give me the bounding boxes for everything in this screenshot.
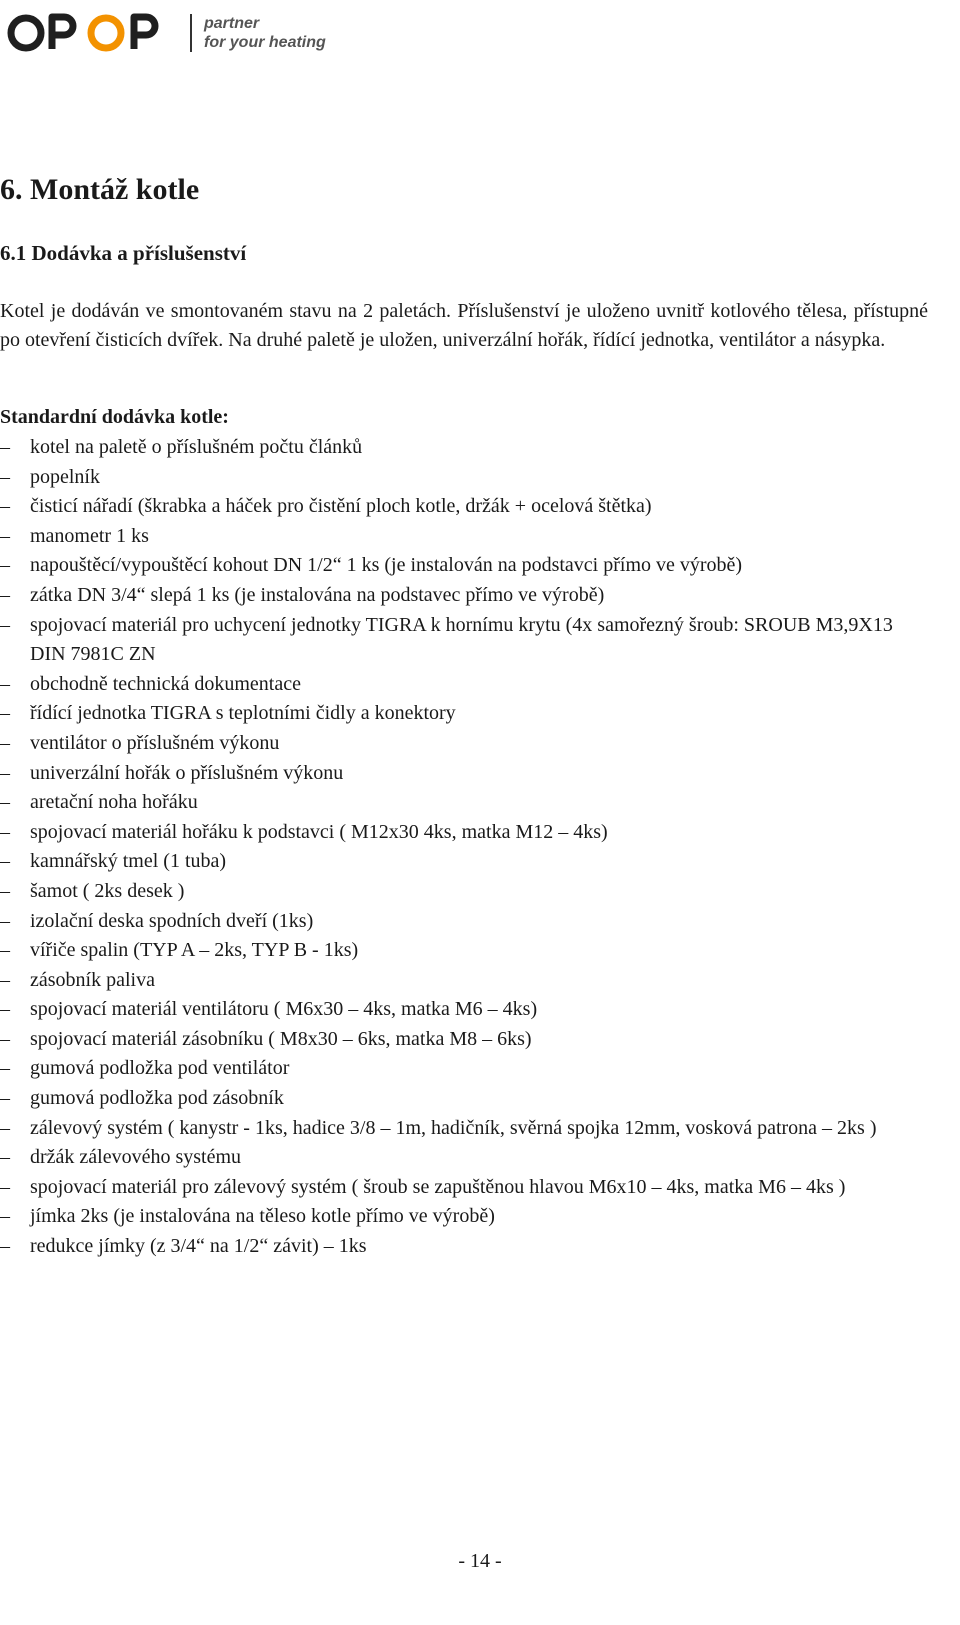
dash-bullet: – [0, 731, 10, 754]
dash-bullet: – [0, 998, 10, 1021]
list-item-text: gumová podložka pod zásobník [30, 1087, 284, 1110]
list-item-text: kamnářský tmel (1 tuba) [30, 850, 227, 873]
list-item-text: zátka DN 3/4“ slepá 1 ks (je instalována na podstavec přímo ve výrobě) [30, 583, 605, 606]
dash-bullet: – [0, 1027, 10, 1050]
dash-bullet: – [0, 909, 10, 932]
dash-bullet: – [0, 465, 10, 488]
list-item [0, 581, 930, 611]
list-item [0, 936, 930, 966]
list-item [0, 788, 930, 818]
list-item [0, 492, 930, 522]
dash-bullet: – [0, 1235, 10, 1258]
list-item [0, 847, 930, 877]
dash-bullet: – [0, 436, 10, 458]
section-title: 6.1 Dodávka a příslušenství [0, 241, 247, 265]
list-item-text: gumová podložka pod ventilátor [30, 1057, 290, 1080]
dash-bullet: – [0, 1116, 10, 1139]
list-item [0, 433, 930, 463]
dash-bullet: – [0, 791, 10, 814]
list-item [0, 1054, 930, 1084]
tagline-line-1: partner [204, 15, 260, 32]
dash-bullet: – [0, 1175, 10, 1198]
list-item [0, 1025, 930, 1055]
list-item [0, 551, 930, 581]
delivery-items-list [0, 433, 930, 1262]
list-item [0, 995, 930, 1025]
dash-bullet: – [0, 554, 10, 577]
list-item [0, 907, 930, 937]
dash-bullet: – [0, 761, 10, 784]
dash-bullet: – [0, 1087, 10, 1110]
list-item-text: aretační noha hořáku [30, 791, 198, 814]
list-item-text: zásobník paliva [30, 968, 155, 991]
dash-bullet: – [0, 879, 10, 902]
dash-bullet: – [0, 1057, 10, 1080]
list-item-text: popelník [30, 465, 100, 488]
dash-bullet: – [0, 583, 10, 606]
page-number: - 14 - [458, 1550, 502, 1572]
list-item-text: držák zálevového systému [30, 1146, 242, 1169]
opop-logo [6, 11, 176, 55]
list-item-text: redukce jímky (z 3/4“ na 1/2“ závit) – 1ks [30, 1235, 367, 1258]
list-item-text: spojovací materiál pro zálevový systém ( šroub se zapuštěnou hlavou M6x10 – 4ks, matka M6 – 4ks ) [30, 1175, 846, 1198]
list-item-text: univerzální hořák o příslušném výkonu [30, 761, 344, 784]
list-item [0, 522, 930, 552]
chapter-title: 6. Montáž kotle [0, 173, 200, 206]
list-item-text: manometr 1 ks [30, 524, 149, 547]
dash-bullet: – [0, 820, 10, 843]
dash-bullet: – [0, 495, 10, 518]
tagline-line-2: for your heating [204, 34, 326, 51]
list-item-text: napouštěcí/vypouštěcí kohout DN 1/2“ 1 ks (je instalován na podstavci přímo ve výrobě) [30, 554, 743, 577]
list-title: Standardní dodávka kotle: [0, 406, 229, 428]
list-item [0, 1173, 930, 1203]
dash-bullet: – [0, 1146, 10, 1169]
list-item-text: zálevový systém ( kanystr - 1ks, hadice 3/8 – 1m, hadičník, svěrná spojka 12mm, vosková patrona – 2ks ) [30, 1116, 877, 1139]
page-header [6, 10, 326, 56]
list-item [0, 966, 930, 996]
list-item [0, 1143, 930, 1173]
dash-bullet: – [0, 672, 10, 695]
list-item-text: jímka 2ks (je instalována na těleso kotle přímo ve výrobě) [30, 1205, 495, 1228]
list-item-text: vířiče spalin (TYP A – 2ks, TYP B - 1ks) [30, 939, 359, 962]
list-item [0, 1202, 930, 1232]
intro-paragraph: Kotel je dodáván ve smontovaném stavu na 2 paletách. Příslušenství je uloženo uvnitř kotlového tělesa, přístupné po otevření čisticích dvířek. Na druhé paletě je uložen, univerzální hořák, řídící jednotka, ventilátor a násypka. [0, 300, 928, 351]
list-item-text: řídící jednotka TIGRA s teplotními čidly a konektory [30, 702, 456, 725]
list-item-text: kotel na paletě o příslušném počtu článků [30, 436, 363, 458]
list-item-text: ventilátor o příslušném výkonu [30, 731, 280, 754]
list-item-text: spojovací materiál hořáku k podstavci ( M12x30 4ks, matka M12 – 4ks) [30, 820, 608, 843]
list-item-text: obchodně technická dokumentace [30, 672, 301, 695]
dash-bullet: – [0, 524, 10, 547]
list-item [0, 1114, 930, 1144]
list-item-text: šamot ( 2ks desek ) [30, 879, 185, 902]
logo-divider [190, 14, 192, 52]
dash-bullet: – [0, 939, 10, 962]
list-item [0, 1084, 930, 1114]
dash-bullet: – [0, 850, 10, 873]
list-item [0, 1232, 930, 1262]
list-item-text: izolační deska spodních dveří (1ks) [30, 909, 314, 932]
list-item [0, 463, 930, 493]
dash-bullet: – [0, 1205, 10, 1228]
dash-bullet: – [0, 968, 10, 991]
dash-bullet: – [0, 702, 10, 725]
list-item-text: spojovací materiál ventilátoru ( M6x30 – 4ks, matka M6 – 4ks) [30, 998, 538, 1021]
list-item-text: čisticí nářadí (škrabka a háček pro čistění ploch kotle, držák + ocelová štětka) [30, 495, 652, 518]
list-item [0, 699, 930, 729]
list-item [0, 759, 930, 789]
list-item [0, 729, 930, 759]
list-item [0, 670, 930, 700]
dash-bullet: – [0, 613, 10, 636]
list-item [0, 611, 930, 670]
list-item-text: spojovací materiál zásobníku ( M8x30 – 6ks, matka M8 – 6ks) [30, 1027, 532, 1050]
list-item-text: spojovací materiál pro uchycení jednotky TIGRA k hornímu krytu (4x samořezný šroub: SROUB M3,9X13 DIN 7981C ZN [30, 613, 893, 666]
list-item [0, 818, 930, 848]
brand-tagline [204, 14, 326, 52]
list-item [0, 877, 930, 907]
